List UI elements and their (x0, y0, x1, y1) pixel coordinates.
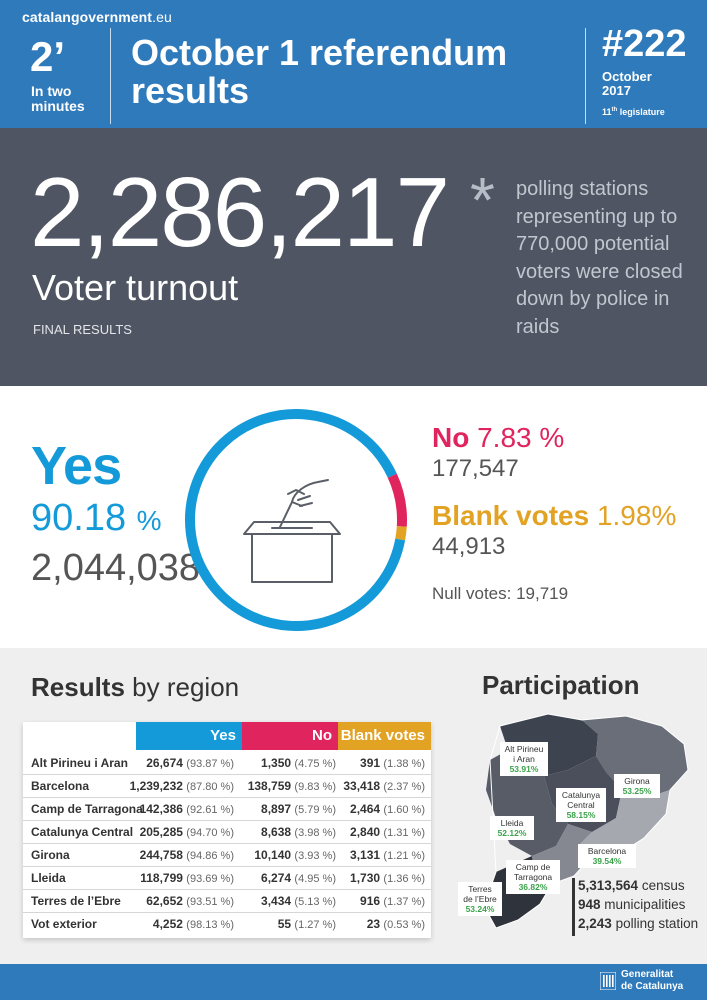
no-value: 55 (277, 917, 292, 931)
blank-pct-value: 1.98 (596, 500, 652, 531)
map-label-pct: 53.91% (509, 764, 539, 774)
map-label-pct: 53.24% (465, 904, 495, 914)
cell-yes (140, 798, 234, 822)
legislature-suffix: th (611, 107, 618, 113)
yes-value: 62,652 (146, 894, 183, 908)
cell-no (261, 798, 336, 822)
series-subtitle: In two minutes (31, 83, 85, 114)
no-pct: (4.95 %) (294, 873, 336, 885)
col-header-blank: Blank votes (338, 722, 431, 750)
blank-pct: (1.38 %) (383, 758, 425, 770)
stats-divider (572, 878, 575, 936)
table-row (23, 798, 431, 821)
region-name: Camp de Tarragona (31, 802, 143, 816)
cell-no (248, 775, 336, 799)
regions-panel (0, 648, 707, 964)
police-raid-note: polling stations representing up to 770,000 potential voters were closed down by police in raids (516, 178, 683, 338)
no-result (432, 422, 564, 454)
blank-value: 391 (360, 756, 381, 770)
null-votes: Null votes: 19,719 (432, 584, 569, 603)
yes-value: 1,239,232 (129, 779, 183, 793)
series-badge: 2’ (30, 33, 66, 80)
yes-pct: (93.87 %) (186, 758, 234, 770)
site-name-main: catalangovernment (22, 9, 153, 25)
table-row (23, 821, 431, 844)
donut-slices (190, 414, 402, 626)
no-count: 177,547 (432, 455, 519, 482)
municipalities-word: municipalities (604, 897, 686, 912)
map-label (458, 882, 502, 916)
map-label-name-2: de l’Ebre (463, 894, 497, 904)
yes-pct: (87.80 %) (186, 781, 234, 793)
no-pct: (1.27 %) (294, 919, 336, 931)
no-pct: (3.93 %) (294, 850, 336, 862)
no-pct: (9.83 %) (294, 781, 336, 793)
map-label-name-2: Central (567, 800, 595, 810)
blank-value: 3,131 (350, 848, 381, 862)
cell-no (261, 752, 336, 776)
map-label-name: Girona (624, 776, 650, 786)
site-name-tld: .eu (152, 9, 172, 25)
region-name: Alt Pirineu i Aran (31, 756, 128, 770)
no-pct: (5.13 %) (294, 896, 336, 908)
no-value: 1,350 (261, 756, 292, 770)
yes-pct-value: 90.18 (31, 497, 127, 539)
blank-pct: (0.53 %) (383, 919, 425, 931)
map-label-name: Barcelona (587, 846, 627, 856)
map-label-name: Lleida (500, 818, 524, 828)
region-name: Girona (31, 848, 70, 862)
cell-yes (130, 775, 234, 799)
table-row (23, 775, 431, 798)
no-value: 3,434 (261, 894, 292, 908)
legislature-word: legislature (619, 107, 665, 117)
region-name: Vot exterior (31, 917, 97, 931)
census-number: 5,313,564 (578, 878, 639, 893)
yes-percentage (31, 498, 162, 541)
blank-result (432, 500, 676, 532)
asterisk-icon: * (470, 164, 495, 236)
map-label-pct: 58.15% (566, 810, 596, 820)
stations-stat (578, 914, 698, 933)
map-label-name: Alt Pirineu (504, 744, 544, 754)
footer (0, 964, 707, 1000)
generalitat-wordmark (621, 969, 683, 993)
blank-value: 33,418 (343, 779, 381, 793)
blank-pct: (1.31 %) (383, 827, 425, 839)
table-row (23, 867, 431, 890)
map-label (500, 742, 548, 776)
issue-date: October 2017 (602, 69, 652, 98)
turnout-value: 2,286,217 (30, 157, 448, 267)
blank-pct: (2.37 %) (383, 781, 425, 793)
results-band (0, 386, 707, 648)
yes-value: 205,285 (139, 825, 183, 839)
map-label-name: Terres (468, 884, 492, 894)
cell-no (254, 844, 336, 868)
blank-value: 916 (360, 894, 381, 908)
footer-line-2: de Catalunya (621, 981, 684, 992)
yes-pct: (98.13 %) (186, 919, 234, 931)
table-row (23, 890, 431, 913)
yes-count: 2,044,038 (31, 547, 201, 589)
stations-number: 2,243 (578, 916, 612, 931)
header-divider (585, 28, 586, 124)
section-title-results (31, 672, 239, 703)
donut-slice-no (392, 476, 402, 527)
cell-no (261, 867, 336, 891)
generalitat-logo-icon (600, 972, 616, 990)
cell-yes (146, 752, 234, 776)
ballot-box-icon (244, 480, 340, 582)
no-value: 10,140 (254, 848, 292, 862)
blank-pct: (1.60 %) (383, 804, 425, 816)
cell-blank (367, 913, 425, 937)
municipalities-number: 948 (578, 897, 601, 912)
cell-yes (146, 890, 234, 914)
blank-pct: (1.37 %) (383, 896, 425, 908)
participation-stats (578, 876, 698, 933)
results-donut-chart (180, 404, 412, 636)
blank-label: Blank votes (432, 500, 590, 531)
no-pct-value: 7.83 (477, 422, 532, 453)
yes-label: Yes (31, 436, 122, 496)
yes-pct: (93.69 %) (186, 873, 234, 885)
map-label (578, 844, 636, 868)
region-name: Lleida (31, 871, 66, 885)
yes-pct: (94.86 %) (186, 850, 234, 862)
region-name: Catalunya Central (31, 825, 134, 839)
region-name: Terres de l’Ebre (31, 894, 121, 908)
cell-blank (360, 752, 425, 776)
cell-yes (140, 821, 234, 845)
turnout-label: Voter turnout (32, 267, 239, 308)
final-results-note: FINAL RESULTS (33, 322, 132, 337)
no-value: 8,897 (261, 802, 292, 816)
cell-no (261, 890, 336, 914)
donut-slice-blank (400, 526, 402, 539)
table-body (23, 752, 431, 936)
cell-yes (140, 844, 234, 868)
blank-value: 1,730 (350, 871, 381, 885)
no-label: No (432, 422, 470, 453)
legislature-number: 11 (602, 107, 612, 117)
yes-value: 244,758 (139, 848, 183, 862)
blank-value: 23 (366, 917, 381, 931)
map-label-pct: 39.54% (592, 856, 622, 866)
issue-number: #222 (602, 23, 687, 65)
cell-no (278, 913, 336, 937)
map-label-pct: 36.82% (518, 882, 548, 892)
census-word: census (641, 878, 685, 893)
donut-slice-yes (190, 414, 400, 626)
cell-blank (350, 821, 425, 845)
col-header-yes: Yes (136, 722, 242, 750)
map-label-name: Catalunya (561, 790, 601, 800)
turnout-panel (0, 128, 707, 386)
region-name: Barcelona (31, 779, 90, 793)
footer-line-1: Generalitat (621, 969, 674, 980)
table-row (23, 913, 431, 936)
blank-pct: (1.36 %) (383, 873, 425, 885)
map-label (614, 774, 660, 798)
yes-pct-unit: % (136, 505, 162, 536)
section-title-participation: Participation (482, 670, 640, 700)
table-row (23, 752, 431, 775)
cell-no (261, 821, 336, 845)
yes-value: 26,674 (146, 756, 183, 770)
yes-pct: (93.51 %) (186, 896, 234, 908)
legislature-label (602, 107, 665, 117)
map-label-pct: 52.12% (497, 828, 527, 838)
region-results-table (23, 722, 431, 938)
cell-blank (350, 798, 425, 822)
municipalities-stat (578, 895, 698, 914)
no-value: 6,274 (261, 871, 292, 885)
cell-blank (350, 867, 425, 891)
col-header-no: No (242, 722, 338, 750)
map-label-name-2: Tarragona (513, 872, 553, 882)
no-pct: (4.75 %) (294, 758, 336, 770)
no-value: 138,759 (247, 779, 292, 793)
no-pct: (3.98 %) (294, 827, 336, 839)
yes-value: 118,799 (140, 871, 183, 885)
yes-value: 142,386 (139, 802, 183, 816)
page-title: October 1 referendum results (131, 32, 508, 111)
no-pct-unit: % (539, 422, 565, 453)
cell-blank (360, 890, 425, 914)
blank-value: 2,840 (350, 825, 381, 839)
census-stat (578, 876, 698, 895)
header (0, 0, 707, 128)
blank-pct: (1.21 %) (383, 850, 425, 862)
yes-pct: (92.61 %) (186, 804, 234, 816)
section-title-bold: Results (31, 672, 125, 702)
yes-pct: (94.70 %) (186, 827, 234, 839)
no-pct: (5.79 %) (294, 804, 336, 816)
header-divider (110, 28, 111, 124)
map-label-name-2: i Aran (513, 754, 535, 764)
site-name[interactable] (22, 9, 172, 25)
map-label (556, 788, 606, 822)
section-title-rest: by region (132, 672, 240, 702)
map-label-pct: 53.25% (622, 786, 652, 796)
no-value: 8,638 (261, 825, 292, 839)
blank-count: 44,913 (432, 533, 506, 560)
cell-blank (343, 775, 425, 799)
map-label-name: Camp de (515, 862, 551, 872)
map-label (490, 816, 534, 840)
table-header (23, 722, 431, 750)
cell-yes (153, 913, 234, 937)
cell-blank (350, 844, 425, 868)
blank-value: 2,464 (350, 802, 381, 816)
stations-word: polling station (615, 916, 699, 931)
map-label (506, 860, 560, 894)
blank-pct-unit: % (651, 500, 677, 531)
yes-value: 4,252 (152, 917, 183, 931)
cell-yes (140, 867, 234, 891)
table-row (23, 844, 431, 867)
